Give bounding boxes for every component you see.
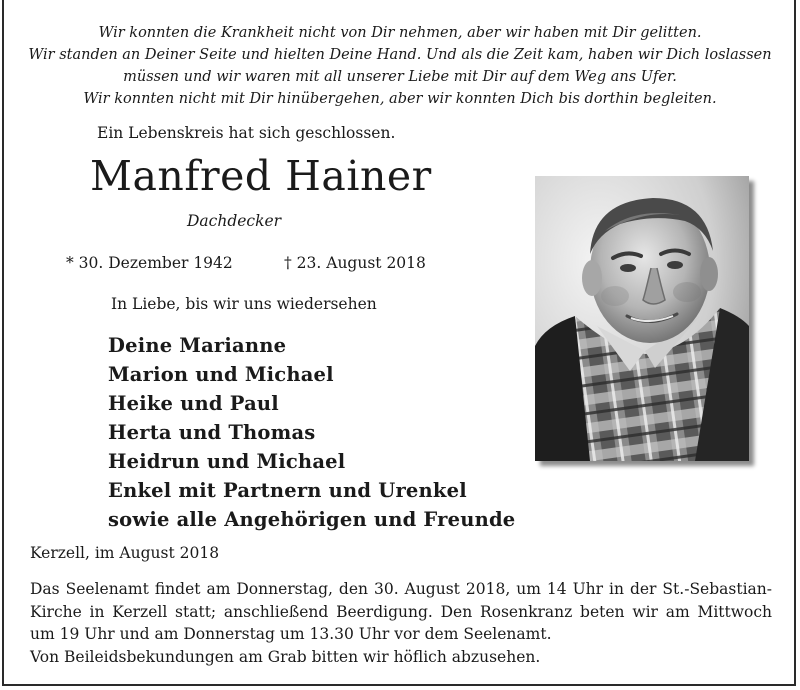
intro-text: Ein Lebenskreis hat sich geschlossen. bbox=[97, 124, 396, 142]
mourner: Herta und Thomas bbox=[108, 421, 316, 444]
death-date: † 23. August 2018 bbox=[284, 254, 426, 272]
deceased-name: Manfred Hainer bbox=[90, 152, 432, 200]
deceased-occupation: Dachdecker bbox=[187, 212, 282, 230]
mourner: Heike und Paul bbox=[108, 392, 279, 415]
mourner: Deine Marianne bbox=[108, 334, 287, 357]
mourners-list bbox=[108, 331, 515, 534]
place-date: Kerzell, im August 2018 bbox=[30, 544, 220, 562]
poem-line: Wir standen an Deiner Seite und hielten Deine Hand. Und als die Zeit kam, haben wir Dich loslassen bbox=[28, 47, 772, 63]
funeral-notice bbox=[30, 578, 772, 668]
poem-line: Wir konnten nicht mit Dir hinübergehen, aber wir konnten Dich bis dorthin begleiten. bbox=[83, 91, 717, 107]
notice-line: Kirche in Kerzell statt; anschließend Beerdigung. Den Rosenkranz beten wir am Mittwoch bbox=[30, 602, 772, 621]
mourner: Enkel mit Partnern und Urenkel bbox=[108, 479, 467, 502]
poem-line: Wir konnten die Krankheit nicht von Dir nehmen, aber wir haben mit Dir gelitten. bbox=[98, 25, 702, 41]
mourner: Heidrun und Michael bbox=[108, 450, 346, 473]
portrait-image bbox=[535, 176, 749, 461]
poem-line: müssen und wir waren mit all unserer Liebe mit Dir auf dem Weg ans Ufer. bbox=[123, 69, 677, 85]
portrait-photo bbox=[535, 176, 749, 461]
notice-line: um 19 Uhr und am Donnerstag um 13.30 Uhr vor dem Seelenamt. bbox=[30, 625, 552, 643]
farewell-text: In Liebe, bis wir uns wiedersehen bbox=[111, 295, 377, 313]
mourner: Marion und Michael bbox=[108, 363, 334, 386]
birth-date: * 30. Dezember 1942 bbox=[66, 254, 233, 272]
notice-line: Von Beileidsbekundungen am Grab bitten wir höflich abzusehen. bbox=[30, 647, 541, 666]
notice-line: Das Seelenamt findet am Donnerstag, den 30. August 2018, um 14 Uhr in der St.-Sebastian- bbox=[30, 580, 772, 598]
poem bbox=[20, 22, 780, 110]
mourner: sowie alle Angehörigen und Freunde bbox=[108, 508, 516, 531]
